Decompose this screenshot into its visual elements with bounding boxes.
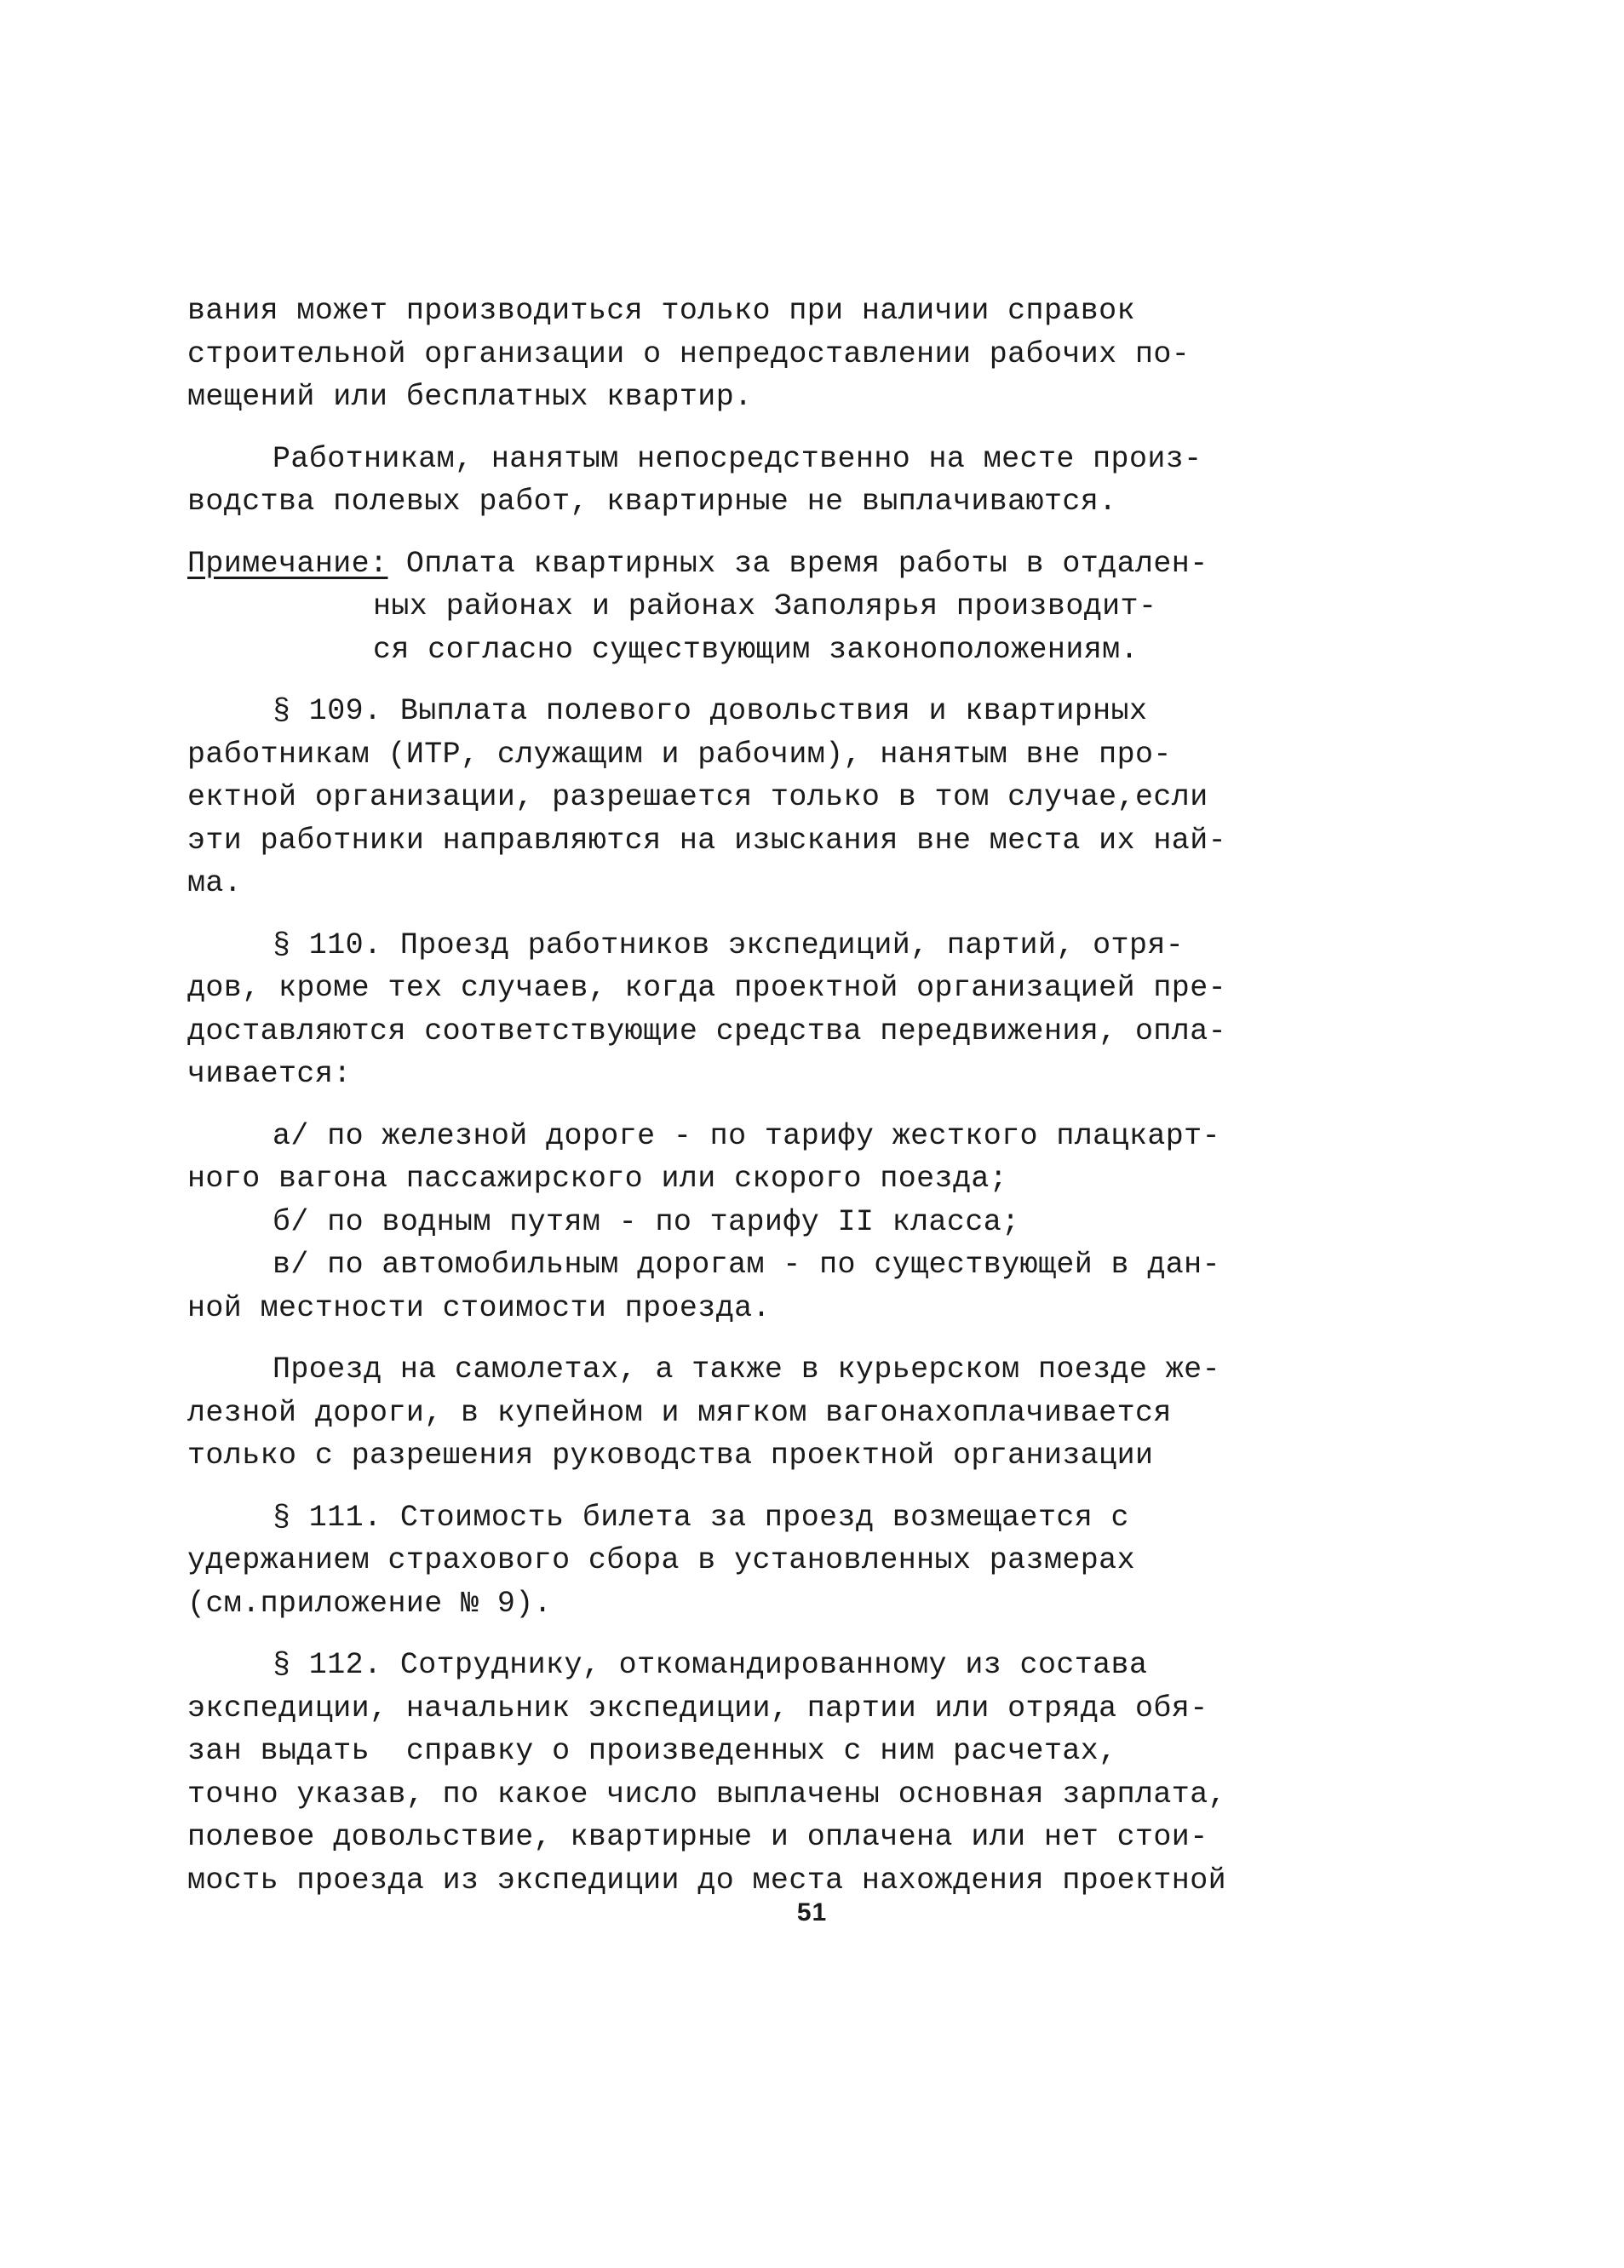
fare-list (187, 1115, 1220, 1330)
text-line: ма. (187, 866, 243, 900)
note-block (187, 543, 1208, 672)
text-line: только с разрешения руководства проектной организации (187, 1438, 1154, 1473)
paragraph-section-112 (187, 1644, 1226, 1902)
text-line: (см.приложение № 9). (187, 1586, 553, 1621)
text-line: удержанием страхового сбора в установленных размерах (187, 1543, 1135, 1577)
text-line: лезной дороги, в купейном и мягком вагонахоплачивается (187, 1395, 1172, 1430)
text-line: ного вагона пассажирского или скорого поезда; (187, 1162, 1008, 1196)
text-line: полевое довольствие, квартирные и оплачена или нет стои- (187, 1820, 1208, 1854)
text-line: точно указав, по какое число выплачены основная зарплата, (187, 1777, 1226, 1812)
list-item: а/ по железной дороге - по тарифу жесткого плацкарт- (273, 1118, 1220, 1153)
text-line: зан выдать справку о произведенных с ним расчетах, (187, 1734, 1117, 1768)
text-line: водства полевых работ, квартирные не выплачиваются. (187, 485, 1117, 519)
paragraph-section-110 (187, 924, 1226, 1096)
text-line: доставляются соответствующие средства передвижения, опла- (187, 1013, 1226, 1048)
text-line: Оплата квартирных за время работы в отдален- (387, 546, 1208, 581)
text-line: мещений или бесплатных квартир. (187, 380, 753, 414)
text-line: чивается: (187, 1057, 352, 1091)
paragraph-section-111 (187, 1496, 1175, 1626)
note-label: Примечание: (187, 546, 388, 581)
text-line: ся согласно существующим законоположениям. (373, 632, 1139, 667)
page-number: 51 (796, 1898, 828, 1926)
paragraph-workers-on-site (187, 438, 1202, 524)
text-line: Проезд на самолетах, а также в курьерском поезде же- (273, 1352, 1220, 1387)
text-line: строительной организации о непредоставлении рабочих по- (187, 336, 1191, 371)
text-line: § 110. Проезд работников экспедиций, партий, отря- (273, 927, 1185, 962)
text-line: эти работники направляются на изыскания вне места их най- (187, 823, 1226, 858)
text-line: экспедиции, начальник экспедиции, партии или отряда обя- (187, 1691, 1208, 1725)
paragraph-section-109 (187, 690, 1226, 905)
text-line: вания может производиться только при наличии справок (187, 294, 1135, 328)
paragraph-air-travel (187, 1348, 1220, 1478)
text-line: § 111. Стоимость билета за проезд возмещается с (273, 1500, 1129, 1535)
text-line: дов, кроме тех случаев, когда проектной организацией пре- (187, 971, 1226, 1005)
text-line: ной местности стоимости проезда. (187, 1290, 771, 1325)
text-line: ных районах и районах Заполярья производит- (373, 589, 1157, 623)
list-item: б/ по водным путям - по тарифу II класса; (273, 1204, 1020, 1239)
text-line: § 109. Выплата полевого довольствия и квартирных (273, 694, 1148, 728)
list-item: в/ по автомобильным дорогам - по существующей в дан- (273, 1248, 1220, 1282)
text-line: мость проезда из экспедиции до места нахождения проектной (187, 1863, 1226, 1898)
text-line: ектной организации, разрешается только в том случае,если (187, 780, 1208, 814)
text-line: работникам (ИТР, служащим и рабочим), нанятым вне про- (187, 737, 1172, 772)
text-line: § 112. Сотруднику, откомандированному из состава (273, 1648, 1148, 1682)
body-text (187, 290, 1226, 1902)
text-line: Работникам, нанятым непосредственно на месте произ- (273, 441, 1202, 476)
paragraph-continuation (187, 290, 1191, 419)
